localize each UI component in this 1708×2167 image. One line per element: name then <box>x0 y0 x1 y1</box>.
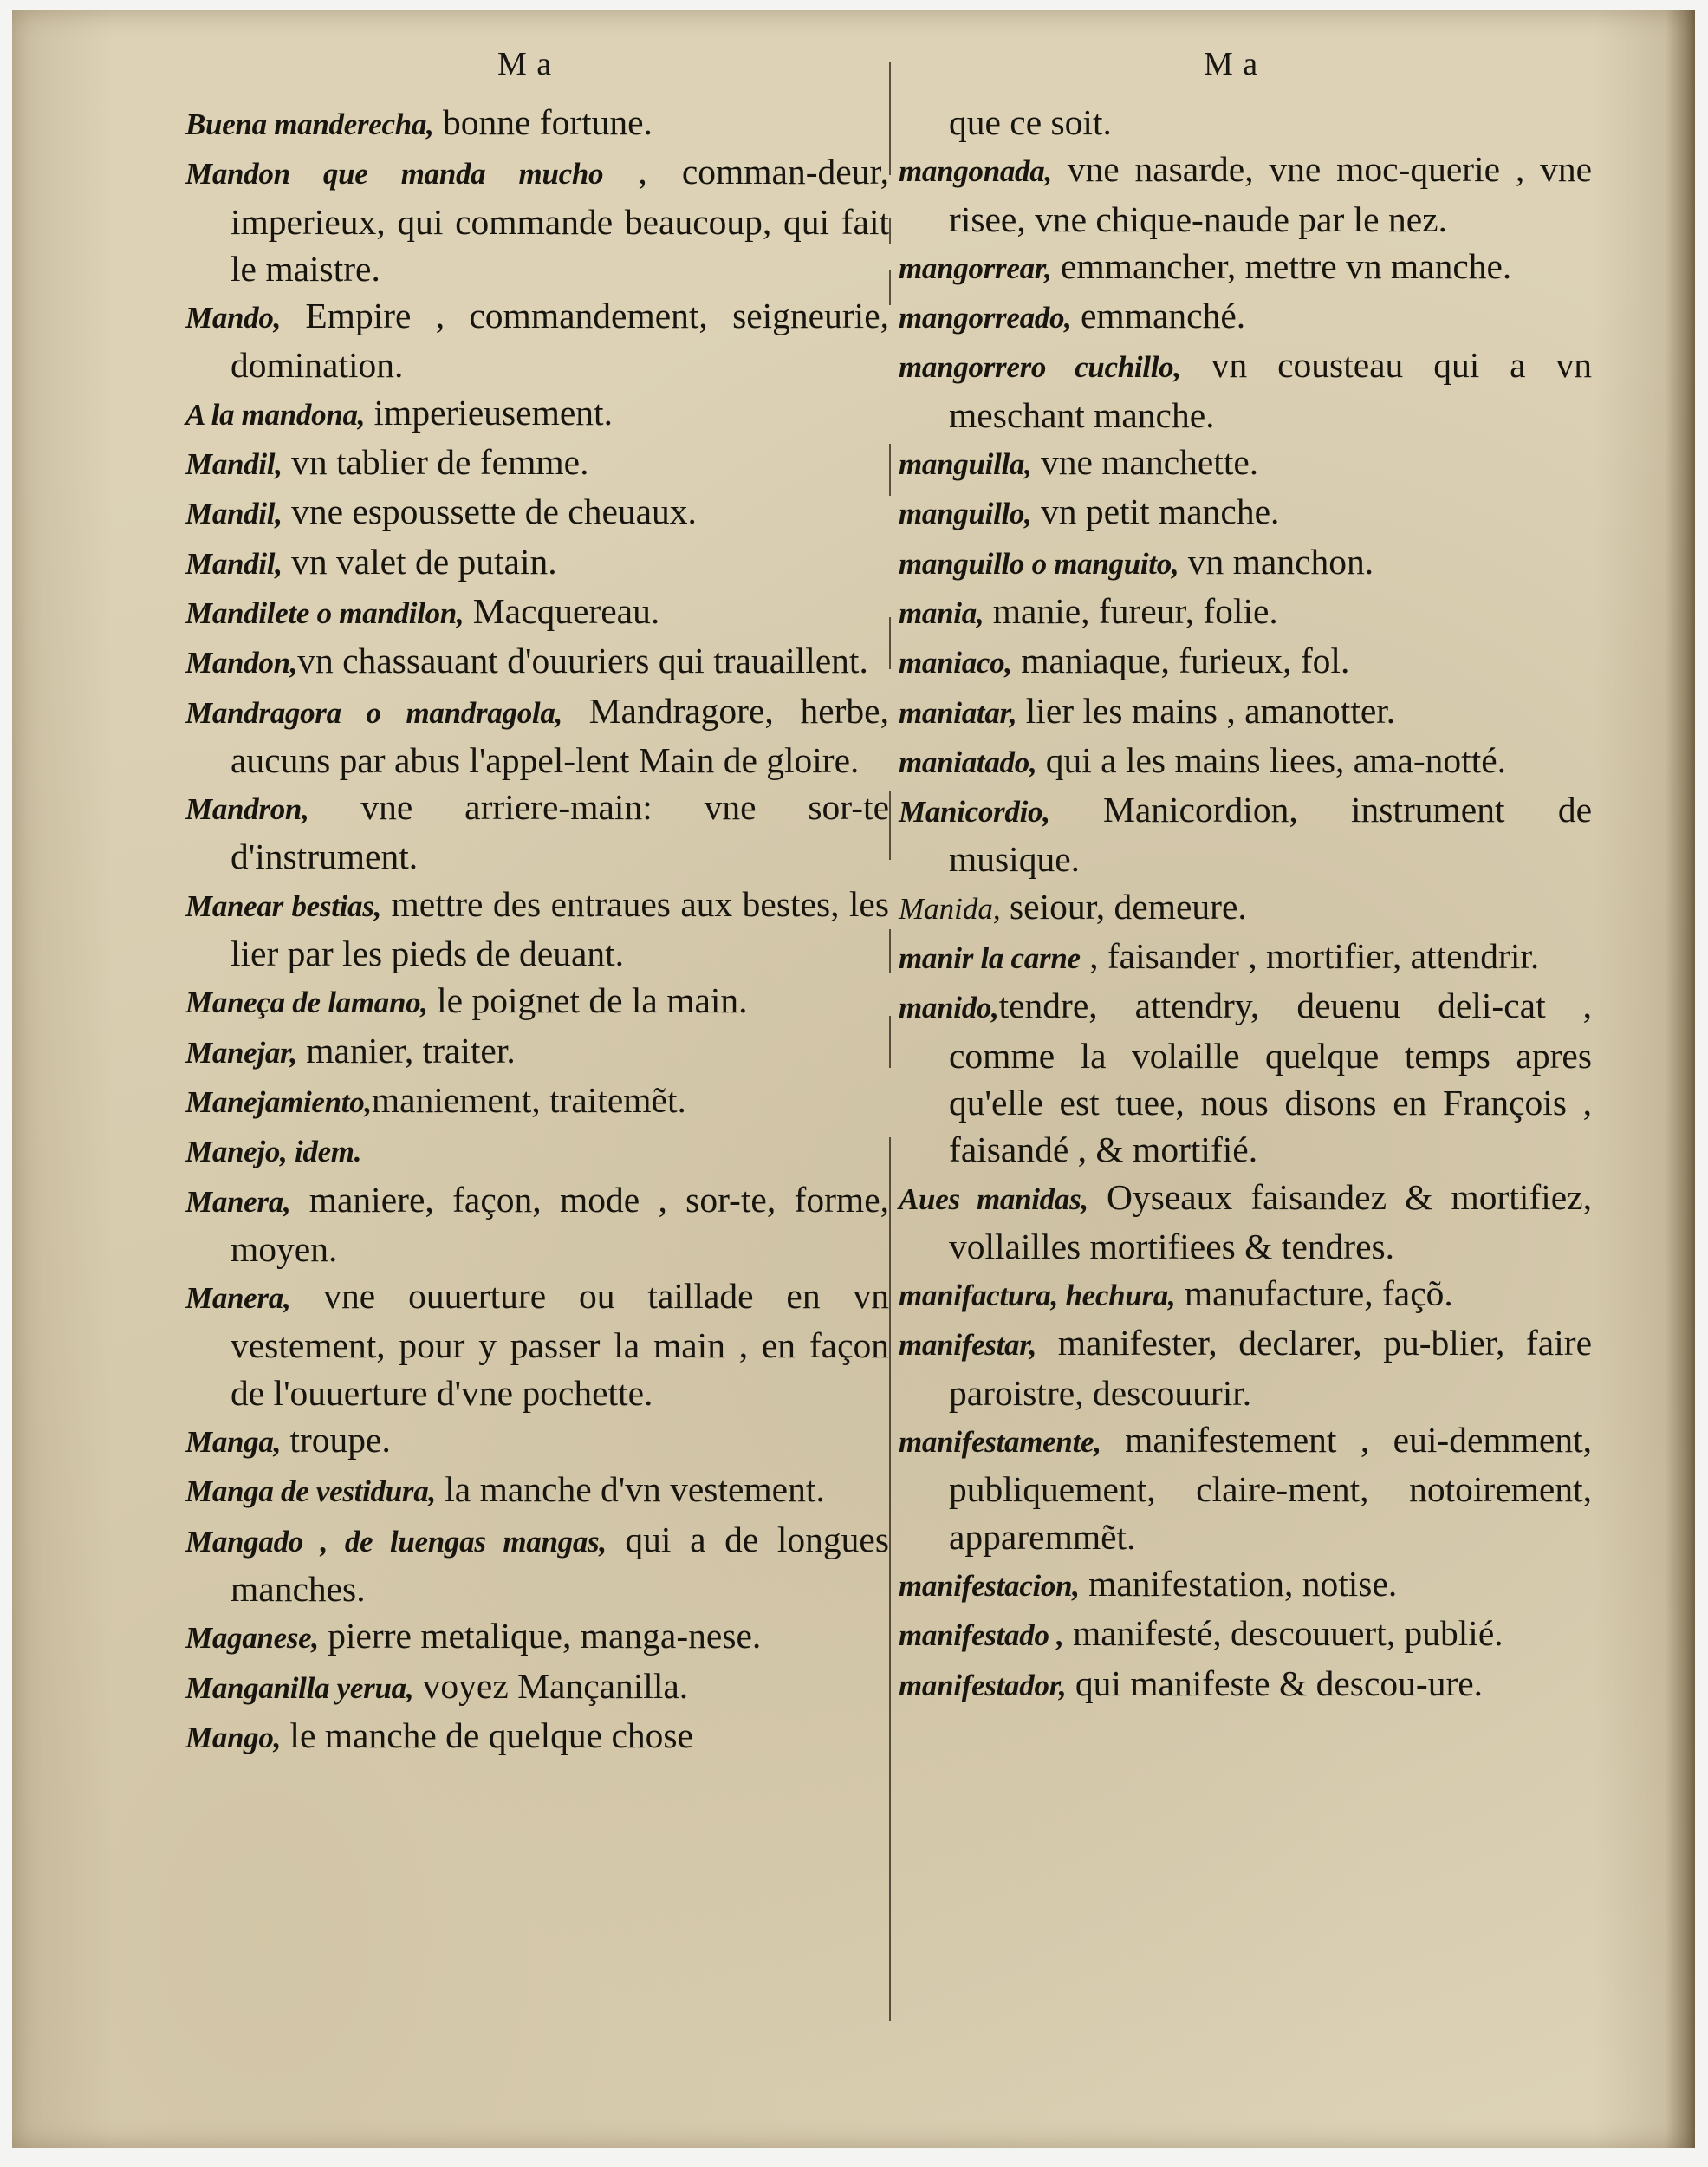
headword: maniatar, <box>899 695 1017 730</box>
definition: manifestation, notise. <box>1079 1563 1398 1604</box>
dictionary-entry <box>185 1077 889 1126</box>
dictionary-entry <box>899 1319 1592 1416</box>
headword: manifestado , <box>899 1618 1064 1653</box>
dictionary-entry <box>899 538 1592 588</box>
definition: manie, fureur, folie. <box>984 590 1278 631</box>
headword: Manicordio, <box>899 795 1050 830</box>
page-edge-shadow <box>1666 10 1695 2148</box>
dictionary-entry <box>899 342 1592 439</box>
dictionary-entry <box>899 933 1592 982</box>
headword: Manejo, idem. <box>185 1135 362 1169</box>
dictionary-entry <box>185 1176 889 1273</box>
dictionary-entry <box>899 1660 1592 1709</box>
definition: vne manchette. <box>1031 442 1259 483</box>
definition: vn chassauant d'ouuriers qui trauaillent. <box>297 641 868 681</box>
dictionary-entry <box>185 637 889 687</box>
dictionary-entry <box>899 243 1592 292</box>
headword: Mandragora o mandragola, <box>185 695 562 730</box>
headword: manifestar, <box>899 1328 1037 1363</box>
dictionary-entry <box>899 292 1592 342</box>
dictionary-entry <box>185 784 889 881</box>
definition: vne ouuerture ou taillade en vn vestement, pour y passer la main , en façon de l'ouuerture d'vne pochette. <box>231 1276 889 1413</box>
dictionary-entry <box>185 1612 889 1662</box>
dictionary-entry <box>899 1174 1592 1271</box>
dictionary-entry <box>185 687 889 784</box>
dictionary-entry <box>899 488 1592 537</box>
definition: que ce soit. <box>949 102 1112 142</box>
dictionary-entry <box>899 1560 1592 1610</box>
headword: Mandron, <box>185 792 309 827</box>
definition: , faisander , mortifier, attendrir. <box>1080 936 1540 977</box>
headword: Mangado , de luengas mangas, <box>185 1524 607 1559</box>
headword: manir la carne <box>899 941 1081 976</box>
headword: Manga, <box>185 1425 282 1460</box>
definition: vn valet de putain. <box>282 541 557 582</box>
dictionary-entry <box>899 439 1592 488</box>
headword: manifestamente, <box>899 1425 1101 1460</box>
headword: manido, <box>899 991 999 1025</box>
column-rule <box>889 62 891 175</box>
definition: vne espoussette de cheuaux. <box>282 491 697 532</box>
column-rule <box>889 791 891 860</box>
definition: pierre metalique, manga-nese. <box>318 1616 762 1656</box>
dictionary-entry <box>185 1516 889 1613</box>
definition: Empire , commandement, seigneurie, domination. <box>231 296 889 386</box>
definition: vn tablier de femme. <box>282 442 589 483</box>
definition: Oyseaux faisandez & mortifiez, vollailles mortifiees & tendres. <box>949 1176 1592 1266</box>
right-column <box>899 99 1592 1709</box>
dictionary-entry <box>899 1610 1592 1659</box>
dictionary-entry <box>899 146 1592 243</box>
headword: Manganilla yerua, <box>185 1670 414 1705</box>
headword: Manejar, <box>185 1035 297 1070</box>
definition: manufacture, façõ. <box>1175 1273 1453 1314</box>
dictionary-entry <box>185 1712 889 1761</box>
headword: Manejamiento, <box>185 1084 372 1119</box>
dictionary-entry <box>185 588 889 637</box>
running-head-left: M a <box>497 46 553 82</box>
column-rule <box>889 617 891 669</box>
definition: vn petit manche. <box>1031 491 1280 532</box>
column-rule <box>889 1016 891 1068</box>
dictionary-entry-continuation <box>899 99 1592 146</box>
headword: Manera, <box>185 1184 291 1219</box>
headword: Mandilete o mandilon, <box>185 595 464 630</box>
headword: manguillo, <box>899 497 1032 531</box>
dictionary-entry <box>899 588 1592 637</box>
dictionary-entry <box>185 292 889 389</box>
dictionary-entry <box>899 637 1592 687</box>
headword: Manga de vestidura, <box>185 1474 436 1509</box>
dictionary-entry <box>899 982 1592 1173</box>
definition: tendre, attendry, deuenu deli-cat , comme la volaille quelque temps apres qu'elle est tuee, nous disons en François , faisandé , & mortifié. <box>949 986 1592 1170</box>
definition: voyez Mançanilla. <box>413 1665 689 1706</box>
headword: Manear bestias, <box>185 888 382 923</box>
headword: manifestador, <box>899 1668 1067 1702</box>
definition: qui a les mains liees, ama-notté. <box>1036 739 1507 780</box>
dictionary-entry <box>185 881 889 978</box>
headword: mangorrero cuchillo, <box>899 350 1181 385</box>
headword: mania, <box>899 595 984 630</box>
dictionary-entry <box>899 786 1592 883</box>
headword: manguillo o manguito, <box>899 546 1179 581</box>
headword: Mandil, <box>185 447 283 482</box>
column-rule <box>889 444 891 496</box>
dictionary-entry <box>185 99 889 148</box>
dictionary-entry <box>899 1416 1592 1560</box>
definition: manifester, declarer, pu-blier, faire paroistre, descouurir. <box>949 1323 1592 1413</box>
headword: Mandon que manda mucho <box>185 157 604 192</box>
dictionary-entry <box>185 148 889 292</box>
definition: seiour, demeure. <box>1000 886 1247 927</box>
dictionary-entry <box>185 1663 889 1712</box>
definition: troupe. <box>281 1420 391 1461</box>
definition: maniaque, furieux, fol. <box>1011 641 1350 681</box>
headword: maniatado, <box>899 745 1037 779</box>
left-column <box>185 99 889 1761</box>
definition: le poignet de la main. <box>427 980 748 1021</box>
headword: mangonada, <box>899 154 1052 189</box>
definition: vne arriere-main: vne sor-te d'instrument. <box>231 787 889 877</box>
column-rule <box>889 270 891 305</box>
headword: Manera, <box>185 1281 291 1316</box>
dictionary-entry <box>899 687 1592 737</box>
headword: manguilla, <box>899 447 1032 482</box>
dictionary-entry <box>899 1270 1592 1319</box>
headword: manifactura, hechura, <box>899 1279 1176 1313</box>
definition: qui a de longues manches. <box>231 1519 889 1609</box>
book-page <box>12 10 1695 2148</box>
definition: vn manchon. <box>1179 541 1374 582</box>
headword: mangorreado, <box>899 301 1072 335</box>
headword: Manida, <box>899 891 1001 926</box>
definition: vne nasarde, vne moc-querie , vne risee, vne chique-naude par le nez. <box>949 149 1592 239</box>
dictionary-entry <box>899 883 1592 933</box>
headword: Buena manderecha, <box>185 107 434 141</box>
headword: Mandon, <box>185 646 298 680</box>
headword: Mandil, <box>185 497 283 531</box>
headword: Mango, <box>185 1720 282 1754</box>
dictionary-entry <box>185 1126 889 1175</box>
dictionary-entry <box>185 1272 889 1416</box>
definition: emmanché. <box>1071 296 1246 336</box>
definition: Macquereau. <box>464 590 660 631</box>
headword: A la mandona, <box>185 397 366 432</box>
column-rule <box>889 929 891 973</box>
definition: vn cousteau qui a vn meschant manche. <box>949 345 1592 435</box>
column-rule <box>889 218 891 244</box>
definition: la manche d'vn vestement. <box>435 1469 825 1510</box>
headword: manifestacion, <box>899 1568 1080 1603</box>
headword: Aues manidas, <box>899 1181 1088 1216</box>
definition: Mandragore, herbe, aucuns par abus l'appel-lent Main de gloire. <box>231 690 889 780</box>
definition: , comman-deur, imperieux, qui commande beaucoup, qui fait le maistre. <box>231 152 889 289</box>
definition: bonne fortune. <box>433 102 653 142</box>
dictionary-entry <box>185 389 889 439</box>
definition: manifestement , eui-demment, publiquement, claire-ment, notoirement, apparemmẽt. <box>949 1420 1592 1557</box>
definition: imperieusement. <box>365 392 613 433</box>
definition: manier, traiter. <box>296 1030 516 1070</box>
definition: qui manifeste & descou-ure. <box>1066 1663 1484 1703</box>
headword: Maganese, <box>185 1621 319 1656</box>
definition: lier les mains , amanotter. <box>1016 690 1396 731</box>
dictionary-entry <box>185 1466 889 1515</box>
definition: maniere, façon, mode , sor-te, forme, moyen. <box>231 1179 889 1269</box>
definition: mettre des entraues aux bestes, les lier par les pieds de deuant. <box>231 883 889 974</box>
headword: Mandil, <box>185 546 283 581</box>
column-rule <box>889 1137 891 2021</box>
dictionary-entry <box>185 1416 889 1466</box>
dictionary-entry <box>899 737 1592 786</box>
dictionary-entry <box>185 1027 889 1077</box>
dictionary-entry <box>185 439 889 488</box>
headword: maniaco, <box>899 646 1012 680</box>
definition: le manche de quelque chose <box>281 1715 693 1755</box>
headword: Mando, <box>185 301 282 335</box>
definition: Manicordion, instrument de musique. <box>949 790 1592 880</box>
dictionary-entry <box>185 977 889 1026</box>
dictionary-entry <box>185 488 889 537</box>
definition: maniement, traitemẽt. <box>371 1079 686 1120</box>
dictionary-entry <box>185 538 889 588</box>
headword: mangorrear, <box>899 251 1052 285</box>
running-head-right: M a <box>1204 46 1259 82</box>
headword: Maneça de lamano, <box>185 986 428 1020</box>
definition: manifesté, descouuert, publié. <box>1063 1613 1503 1654</box>
definition: emmancher, mettre vn manche. <box>1051 245 1512 286</box>
